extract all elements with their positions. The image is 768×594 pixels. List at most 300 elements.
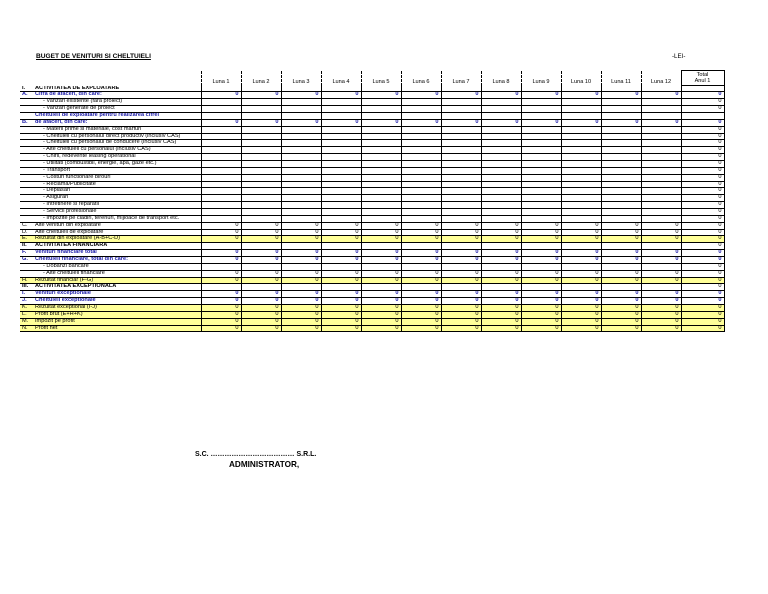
month-value-cell[interactable] [481,188,521,195]
month-value-cell[interactable]: 0 [441,318,481,325]
month-value-cell[interactable] [561,174,601,181]
month-value-cell[interactable] [361,106,401,113]
month-value-cell[interactable]: 0 [401,250,441,257]
month-value-cell[interactable] [441,112,481,119]
month-value-cell[interactable] [201,147,241,154]
month-value-cell[interactable]: 0 [561,311,601,318]
month-value-cell[interactable]: 0 [281,119,321,126]
month-value-cell[interactable]: 0 [441,291,481,298]
month-value-cell[interactable]: 0 [521,318,561,325]
month-value-cell[interactable]: 0 [281,92,321,99]
month-value-cell[interactable]: 0 [201,256,241,263]
month-value-cell[interactable]: 0 [601,298,641,305]
total-value-cell[interactable]: 0 [681,208,724,215]
month-value-cell[interactable]: 0 [321,270,361,277]
month-value-cell[interactable] [361,195,401,202]
month-value-cell[interactable] [481,174,521,181]
month-value-cell[interactable] [281,174,321,181]
month-value-cell[interactable] [561,284,601,291]
month-value-cell[interactable] [241,160,281,167]
month-value-cell[interactable] [241,99,281,106]
month-value-cell[interactable]: 0 [241,291,281,298]
month-value-cell[interactable]: 0 [641,277,681,284]
month-value-cell[interactable]: 0 [281,270,321,277]
month-value-cell[interactable]: 0 [401,318,441,325]
month-value-cell[interactable] [601,133,641,140]
month-value-cell[interactable]: 0 [321,119,361,126]
month-value-cell[interactable] [601,140,641,147]
month-value-cell[interactable] [401,99,441,106]
month-value-cell[interactable] [281,112,321,119]
month-value-cell[interactable] [201,160,241,167]
month-value-cell[interactable]: 0 [601,119,641,126]
month-value-cell[interactable] [241,202,281,209]
month-value-cell[interactable] [321,167,361,174]
month-value-cell[interactable] [401,167,441,174]
month-value-cell[interactable] [321,208,361,215]
month-value-cell[interactable] [241,284,281,291]
month-value-cell[interactable]: 0 [481,311,521,318]
month-value-cell[interactable]: 0 [561,318,601,325]
month-value-cell[interactable] [601,126,641,133]
month-value-cell[interactable]: 0 [561,291,601,298]
total-value-cell[interactable]: 0 [681,311,724,318]
month-value-cell[interactable] [241,147,281,154]
month-value-cell[interactable] [601,243,641,250]
month-value-cell[interactable] [481,147,521,154]
month-value-cell[interactable]: 0 [641,270,681,277]
month-value-cell[interactable]: 0 [521,250,561,257]
month-value-cell[interactable] [521,195,561,202]
month-value-cell[interactable] [361,188,401,195]
total-value-cell[interactable]: 0 [681,243,724,250]
month-value-cell[interactable] [441,167,481,174]
month-value-cell[interactable]: 0 [201,250,241,257]
month-value-cell[interactable] [641,243,681,250]
month-value-cell[interactable] [361,99,401,106]
month-value-cell[interactable] [401,147,441,154]
month-value-cell[interactable] [241,167,281,174]
month-value-cell[interactable] [281,106,321,113]
month-value-cell[interactable] [601,195,641,202]
month-value-cell[interactable]: 0 [241,305,281,312]
month-value-cell[interactable]: 0 [361,277,401,284]
month-value-cell[interactable]: 0 [441,325,481,332]
month-value-cell[interactable] [521,243,561,250]
month-value-cell[interactable]: 0 [321,229,361,236]
month-value-cell[interactable] [641,167,681,174]
month-value-cell[interactable] [561,167,601,174]
month-value-cell[interactable]: 0 [641,229,681,236]
month-value-cell[interactable] [361,160,401,167]
month-value-cell[interactable]: 0 [561,92,601,99]
month-value-cell[interactable] [601,112,641,119]
total-value-cell[interactable]: 0 [681,291,724,298]
month-value-cell[interactable] [281,263,321,270]
month-value-cell[interactable] [401,112,441,119]
month-value-cell[interactable] [401,243,441,250]
month-value-cell[interactable]: 0 [241,119,281,126]
total-value-cell[interactable]: 0 [681,181,724,188]
month-value-cell[interactable]: 0 [641,318,681,325]
total-value-cell[interactable]: 0 [681,119,724,126]
month-value-cell[interactable] [401,106,441,113]
month-value-cell[interactable] [601,202,641,209]
month-value-cell[interactable] [521,284,561,291]
month-value-cell[interactable]: 0 [441,229,481,236]
month-value-cell[interactable]: 0 [601,291,641,298]
month-value-cell[interactable] [241,181,281,188]
month-value-cell[interactable] [441,160,481,167]
month-value-cell[interactable] [361,167,401,174]
month-value-cell[interactable]: 0 [561,119,601,126]
month-value-cell[interactable] [601,147,641,154]
month-value-cell[interactable]: 0 [201,325,241,332]
month-value-cell[interactable]: 0 [201,305,241,312]
total-value-cell[interactable]: 0 [681,270,724,277]
month-value-cell[interactable]: 0 [321,325,361,332]
month-value-cell[interactable] [201,133,241,140]
month-value-cell[interactable]: 0 [281,222,321,229]
month-value-cell[interactable] [481,160,521,167]
month-value-cell[interactable] [201,195,241,202]
total-value-cell[interactable]: 0 [681,140,724,147]
month-value-cell[interactable] [561,195,601,202]
month-value-cell[interactable]: 0 [241,270,281,277]
month-value-cell[interactable] [521,202,561,209]
month-value-cell[interactable]: 0 [521,291,561,298]
month-value-cell[interactable]: 0 [321,256,361,263]
month-value-cell[interactable]: 0 [401,222,441,229]
month-value-cell[interactable] [481,167,521,174]
month-value-cell[interactable]: 0 [561,229,601,236]
month-value-cell[interactable] [601,181,641,188]
month-value-cell[interactable] [641,263,681,270]
month-value-cell[interactable] [641,126,681,133]
month-value-cell[interactable]: 0 [441,236,481,243]
month-value-cell[interactable] [281,208,321,215]
month-value-cell[interactable] [201,140,241,147]
month-value-cell[interactable] [401,202,441,209]
total-value-cell[interactable]: 0 [681,188,724,195]
month-value-cell[interactable] [281,243,321,250]
month-value-cell[interactable] [641,181,681,188]
month-value-cell[interactable] [561,126,601,133]
month-value-cell[interactable]: 0 [401,236,441,243]
month-value-cell[interactable] [601,188,641,195]
month-value-cell[interactable] [641,188,681,195]
month-value-cell[interactable]: 0 [201,222,241,229]
month-value-cell[interactable] [641,99,681,106]
total-value-cell[interactable]: 0 [681,325,724,332]
month-value-cell[interactable]: 0 [321,311,361,318]
month-value-cell[interactable] [521,188,561,195]
month-value-cell[interactable] [201,215,241,222]
month-value-cell[interactable]: 0 [441,92,481,99]
month-value-cell[interactable] [641,160,681,167]
month-value-cell[interactable] [241,195,281,202]
month-value-cell[interactable]: 0 [241,318,281,325]
month-value-cell[interactable] [321,284,361,291]
month-value-cell[interactable]: 0 [561,277,601,284]
month-value-cell[interactable] [601,174,641,181]
total-value-cell[interactable]: 0 [681,215,724,222]
month-value-cell[interactable] [601,106,641,113]
month-value-cell[interactable] [521,263,561,270]
month-value-cell[interactable] [321,174,361,181]
month-value-cell[interactable] [601,167,641,174]
month-value-cell[interactable]: 0 [641,92,681,99]
month-value-cell[interactable]: 0 [361,298,401,305]
month-value-cell[interactable]: 0 [241,325,281,332]
month-value-cell[interactable] [641,147,681,154]
month-value-cell[interactable]: 0 [241,311,281,318]
total-value-cell[interactable]: 0 [681,202,724,209]
month-value-cell[interactable] [561,215,601,222]
month-value-cell[interactable] [321,99,361,106]
month-value-cell[interactable] [521,106,561,113]
total-value-cell[interactable]: 0 [681,222,724,229]
month-value-cell[interactable]: 0 [361,325,401,332]
month-value-cell[interactable] [361,202,401,209]
month-value-cell[interactable]: 0 [361,92,401,99]
month-value-cell[interactable] [521,126,561,133]
month-value-cell[interactable] [641,154,681,161]
month-value-cell[interactable]: 0 [561,305,601,312]
month-value-cell[interactable] [481,112,521,119]
month-value-cell[interactable] [521,174,561,181]
month-value-cell[interactable]: 0 [561,250,601,257]
month-value-cell[interactable]: 0 [241,229,281,236]
month-value-cell[interactable]: 0 [401,291,441,298]
month-value-cell[interactable]: 0 [281,298,321,305]
month-value-cell[interactable]: 0 [481,256,521,263]
month-value-cell[interactable] [201,202,241,209]
month-value-cell[interactable]: 0 [641,222,681,229]
month-value-cell[interactable]: 0 [361,222,401,229]
month-value-cell[interactable] [441,126,481,133]
month-value-cell[interactable]: 0 [481,291,521,298]
month-value-cell[interactable] [601,284,641,291]
month-value-cell[interactable]: 0 [361,256,401,263]
month-value-cell[interactable]: 0 [521,277,561,284]
month-value-cell[interactable] [561,160,601,167]
total-value-cell[interactable]: 0 [681,174,724,181]
month-value-cell[interactable]: 0 [321,318,361,325]
month-value-cell[interactable] [321,188,361,195]
month-value-cell[interactable] [521,167,561,174]
month-value-cell[interactable]: 0 [641,325,681,332]
total-value-cell[interactable]: 0 [681,236,724,243]
month-value-cell[interactable]: 0 [201,311,241,318]
month-value-cell[interactable] [481,106,521,113]
month-value-cell[interactable]: 0 [521,119,561,126]
month-value-cell[interactable]: 0 [641,236,681,243]
month-value-cell[interactable] [201,154,241,161]
total-value-cell[interactable]: 0 [681,298,724,305]
total-value-cell[interactable]: 0 [681,284,724,291]
month-value-cell[interactable] [441,106,481,113]
month-value-cell[interactable] [281,188,321,195]
month-value-cell[interactable]: 0 [601,325,641,332]
month-value-cell[interactable] [441,188,481,195]
month-value-cell[interactable]: 0 [641,256,681,263]
month-value-cell[interactable] [361,243,401,250]
month-value-cell[interactable] [401,126,441,133]
month-value-cell[interactable]: 0 [481,325,521,332]
month-value-cell[interactable] [321,140,361,147]
month-value-cell[interactable] [401,263,441,270]
month-value-cell[interactable] [281,140,321,147]
month-value-cell[interactable] [561,181,601,188]
month-value-cell[interactable] [521,147,561,154]
month-value-cell[interactable]: 0 [281,250,321,257]
total-value-cell[interactable]: 0 [681,147,724,154]
month-value-cell[interactable] [321,126,361,133]
month-value-cell[interactable] [481,133,521,140]
month-value-cell[interactable]: 0 [361,229,401,236]
month-value-cell[interactable] [361,133,401,140]
month-value-cell[interactable] [481,215,521,222]
month-value-cell[interactable] [441,263,481,270]
month-value-cell[interactable]: 0 [481,305,521,312]
month-value-cell[interactable] [641,195,681,202]
month-value-cell[interactable]: 0 [201,318,241,325]
month-value-cell[interactable] [241,154,281,161]
month-value-cell[interactable]: 0 [361,236,401,243]
month-value-cell[interactable]: 0 [401,229,441,236]
month-value-cell[interactable] [401,215,441,222]
month-value-cell[interactable]: 0 [281,325,321,332]
month-value-cell[interactable]: 0 [481,222,521,229]
month-value-cell[interactable]: 0 [441,256,481,263]
total-value-cell[interactable]: 0 [681,126,724,133]
month-value-cell[interactable]: 0 [201,270,241,277]
month-value-cell[interactable] [201,167,241,174]
month-value-cell[interactable]: 0 [281,291,321,298]
month-value-cell[interactable] [641,106,681,113]
month-value-cell[interactable] [641,174,681,181]
month-value-cell[interactable]: 0 [241,92,281,99]
month-value-cell[interactable]: 0 [641,298,681,305]
month-value-cell[interactable] [561,112,601,119]
month-value-cell[interactable] [281,126,321,133]
month-value-cell[interactable] [601,263,641,270]
month-value-cell[interactable] [281,215,321,222]
month-value-cell[interactable] [521,99,561,106]
month-value-cell[interactable] [601,99,641,106]
month-value-cell[interactable] [481,263,521,270]
month-value-cell[interactable]: 0 [441,250,481,257]
month-value-cell[interactable] [201,284,241,291]
month-value-cell[interactable]: 0 [441,305,481,312]
month-value-cell[interactable]: 0 [241,236,281,243]
month-value-cell[interactable] [281,195,321,202]
month-value-cell[interactable] [321,106,361,113]
month-value-cell[interactable] [561,140,601,147]
month-value-cell[interactable] [241,133,281,140]
month-value-cell[interactable]: 0 [601,277,641,284]
total-value-cell[interactable]: 0 [681,133,724,140]
total-value-cell[interactable]: 0 [681,305,724,312]
month-value-cell[interactable] [521,133,561,140]
month-value-cell[interactable]: 0 [481,277,521,284]
month-value-cell[interactable]: 0 [401,92,441,99]
month-value-cell[interactable] [281,284,321,291]
month-value-cell[interactable]: 0 [441,298,481,305]
month-value-cell[interactable] [481,181,521,188]
total-value-cell[interactable]: 0 [681,106,724,113]
month-value-cell[interactable]: 0 [561,236,601,243]
month-value-cell[interactable] [481,202,521,209]
month-value-cell[interactable] [321,195,361,202]
month-value-cell[interactable] [201,181,241,188]
month-value-cell[interactable] [201,243,241,250]
month-value-cell[interactable] [561,147,601,154]
month-value-cell[interactable] [361,126,401,133]
month-value-cell[interactable] [641,215,681,222]
month-value-cell[interactable] [281,160,321,167]
month-value-cell[interactable]: 0 [281,311,321,318]
month-value-cell[interactable] [401,181,441,188]
month-value-cell[interactable]: 0 [561,325,601,332]
month-value-cell[interactable]: 0 [521,236,561,243]
month-value-cell[interactable]: 0 [521,298,561,305]
month-value-cell[interactable] [481,195,521,202]
month-value-cell[interactable] [361,263,401,270]
month-value-cell[interactable] [201,106,241,113]
month-value-cell[interactable]: 0 [601,92,641,99]
month-value-cell[interactable] [321,147,361,154]
month-value-cell[interactable] [521,160,561,167]
month-value-cell[interactable] [321,160,361,167]
month-value-cell[interactable]: 0 [361,291,401,298]
month-value-cell[interactable] [441,215,481,222]
month-value-cell[interactable] [201,99,241,106]
month-value-cell[interactable] [441,195,481,202]
month-value-cell[interactable] [241,106,281,113]
month-value-cell[interactable]: 0 [521,270,561,277]
month-value-cell[interactable] [401,160,441,167]
month-value-cell[interactable]: 0 [481,229,521,236]
month-value-cell[interactable]: 0 [201,229,241,236]
month-value-cell[interactable]: 0 [361,305,401,312]
month-value-cell[interactable]: 0 [321,291,361,298]
month-value-cell[interactable] [601,160,641,167]
total-value-cell[interactable]: 0 [681,99,724,106]
month-value-cell[interactable] [281,167,321,174]
month-value-cell[interactable] [241,243,281,250]
month-value-cell[interactable] [521,181,561,188]
month-value-cell[interactable] [281,181,321,188]
month-value-cell[interactable]: 0 [641,119,681,126]
month-value-cell[interactable] [641,208,681,215]
month-value-cell[interactable] [561,188,601,195]
month-value-cell[interactable] [481,154,521,161]
month-value-cell[interactable]: 0 [241,250,281,257]
month-value-cell[interactable] [361,140,401,147]
month-value-cell[interactable]: 0 [401,270,441,277]
month-value-cell[interactable] [241,215,281,222]
month-value-cell[interactable] [241,188,281,195]
month-value-cell[interactable]: 0 [321,305,361,312]
month-value-cell[interactable]: 0 [361,270,401,277]
month-value-cell[interactable] [481,99,521,106]
month-value-cell[interactable]: 0 [241,277,281,284]
month-value-cell[interactable] [561,202,601,209]
month-value-cell[interactable]: 0 [321,298,361,305]
month-value-cell[interactable] [401,208,441,215]
